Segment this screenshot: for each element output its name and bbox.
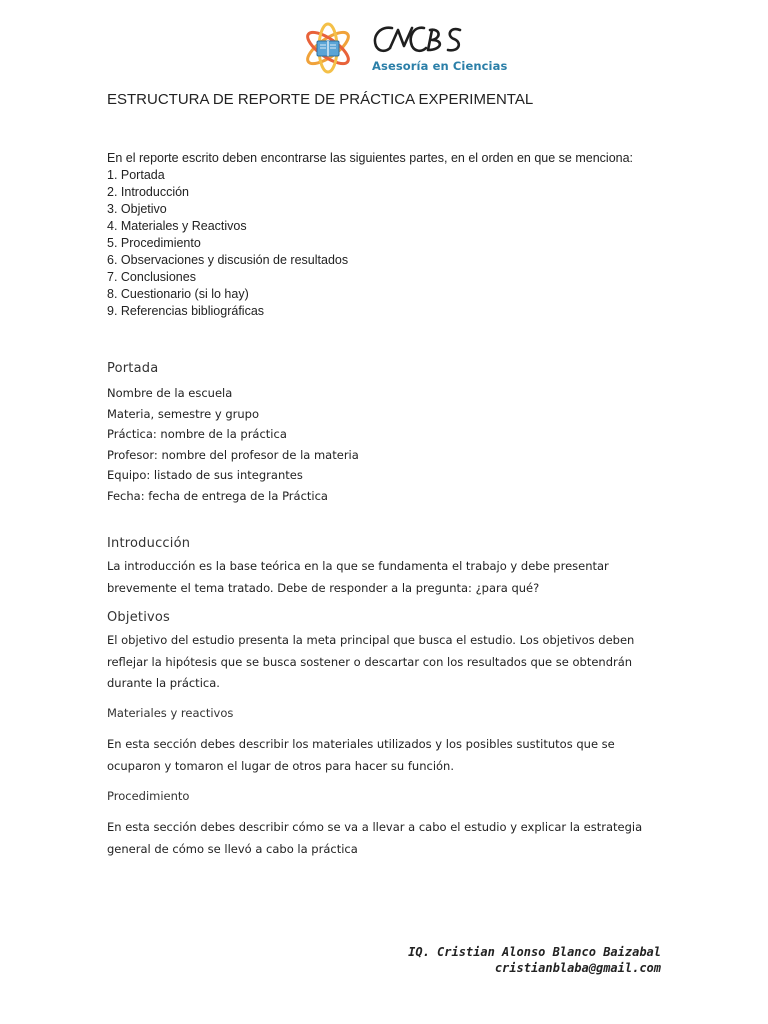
- list-item: 5. Procedimiento: [107, 236, 201, 250]
- section-heading-procedimiento: Procedimiento: [107, 789, 190, 803]
- logo-subtitle: Asesoría en Ciencias: [372, 59, 508, 73]
- author-signature: [408, 944, 661, 976]
- atom-book-logo-icon: [300, 16, 475, 84]
- overview-lead: En el reporte escrito deben encontrarse las siguientes partes, en el orden en que se menciona:: [107, 151, 634, 165]
- list-item: 9. Referencias bibliográficas: [107, 304, 265, 318]
- header-logo: [300, 16, 508, 84]
- structure-overview: [107, 150, 633, 320]
- list-item: 3. Objetivo: [107, 202, 167, 216]
- author-email: cristianblaba@gmail.com: [494, 961, 661, 975]
- materiales-paragraph: En esta sección debes describir los materiales utilizados y los posibles sustitutos que se ocuparon y tomaron el lugar de otros para hacer su función.: [107, 737, 615, 773]
- section-heading-introduccion: Introducción: [107, 536, 191, 551]
- list-item: 1. Portada: [107, 168, 165, 182]
- list-item: 8. Cuestionario (si lo hay): [107, 287, 249, 301]
- structure-list: [107, 167, 633, 320]
- procedimiento-paragraph: En esta sección debes describir cómo se va a llevar a cabo el estudio y explicar la estrategia general de cómo se llevó a cabo la práctica: [107, 820, 643, 856]
- list-item: Nombre de la escuela: [107, 386, 233, 400]
- portada-list: [107, 383, 359, 507]
- list-item: 6. Observaciones y discusión de resultados: [107, 253, 349, 267]
- list-item: Práctica: nombre de la práctica: [107, 427, 287, 442]
- section-heading-portada: Portada: [107, 361, 159, 376]
- section-heading-materiales: Materiales y reactivos: [107, 706, 234, 720]
- author-name: IQ. Cristian Alonso Blanco Baizabal: [408, 945, 661, 959]
- list-item: Fecha: fecha de entrega de la Práctica: [107, 488, 328, 503]
- list-item: 2. Introducción: [107, 185, 189, 199]
- cncbs-wordmark: [375, 28, 460, 51]
- objetivos-paragraph: El objetivo del estudio presenta la meta principal que busca el estudio. Los objetivos deben reflejar la hipótesis que se busca sostener o descartar con los resultados que se obtendrán durante la práctica.: [107, 633, 635, 690]
- list-item: Materia, semestre y grupo: [107, 406, 259, 421]
- list-item: Profesor: nombre del profesor de la materia: [107, 447, 359, 462]
- list-item: Equipo: listado de sus integrantes: [107, 468, 303, 483]
- introduccion-paragraph: La introducción es la base teórica en la que se fundamenta el trabajo y debe presentar brevemente el tema tratado. Debe de responder a la pregunta: ¿para qué?: [107, 559, 609, 595]
- document-title: ESTRUCTURA DE REPORTE DE PRÁCTICA EXPERIMENTAL: [107, 91, 534, 108]
- section-heading-objetivos: Objetivos: [107, 610, 171, 625]
- list-item: 4. Materiales y Reactivos: [107, 219, 247, 233]
- list-item: 7. Conclusiones: [107, 270, 196, 284]
